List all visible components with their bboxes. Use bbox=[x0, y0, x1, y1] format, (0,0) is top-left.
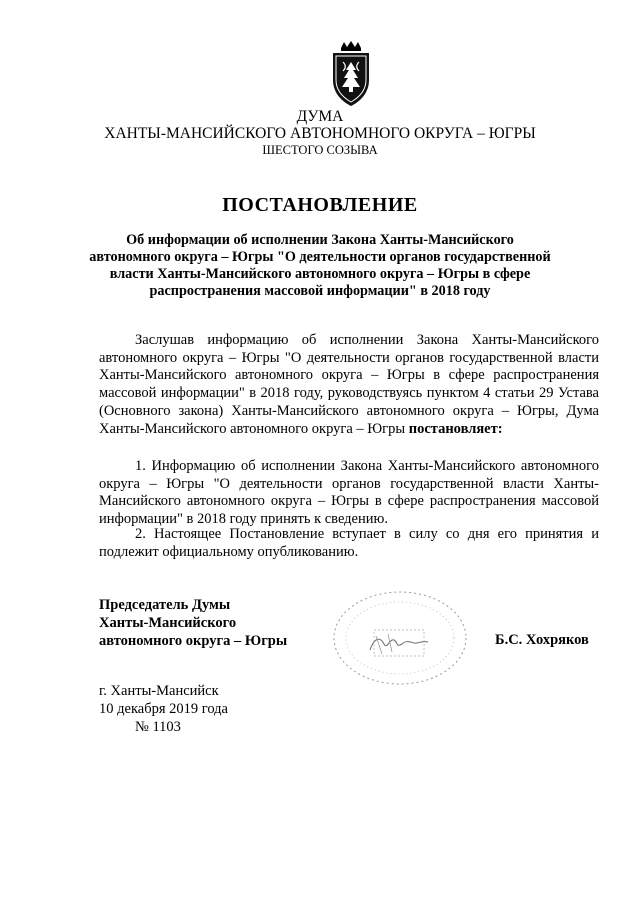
resolution-item bbox=[99, 526, 599, 561]
place-and-date bbox=[99, 682, 228, 736]
signatory-position-line: Ханты-Мансийского bbox=[99, 615, 237, 631]
resolution-item-text: 1. Информацию об исполнении Закона Ханты-Мансийского автономного округа – Югры "О деятельности органов государственной власти Ханты-Мансийского автономного округа – Югры в сфере распространения массовой информации" в 2018 году принять к сведению. bbox=[99, 458, 599, 528]
document-title-line: автономного округа – Югры "О деятельности органов государственной bbox=[89, 249, 551, 265]
signatory-position-line: автономного округа – Югры bbox=[99, 633, 288, 649]
signatory-name: Б.С. Хохряков bbox=[495, 632, 589, 648]
resolution-item bbox=[99, 458, 599, 529]
signatory-position bbox=[99, 596, 287, 650]
coat-of-arms-icon bbox=[329, 40, 373, 108]
signature-stamp bbox=[330, 588, 470, 688]
convocation-line: ШЕСТОГО СОЗЫВА bbox=[262, 143, 378, 157]
city: г. Ханты-Мансийск bbox=[99, 683, 219, 699]
preamble-paragraph bbox=[99, 332, 599, 438]
document-type: ПОСТАНОВЛЕНИЕ bbox=[222, 194, 418, 216]
document-title-line: распространения массовой информации" в 2018 году bbox=[149, 283, 491, 299]
preamble-text: Заслушав информацию об исполнении Закона Ханты-Мансийского автономного округа – Югры "О деятельности органов государственной власти Ханты-Мансийского автономного округа – Югры в сфере распространения массовой информации" в 2018 году, руководствуясь пунктом 4 статьи 29 Устава (Основного закона) Ханты-Мансийского автономного округа – Югры, Дума Ханты-Мансийского автономного округа – Югры bbox=[99, 332, 599, 437]
resolution-item-text: 2. Настоящее Постановление вступает в силу со дня его принятия и подлежит официальному опубликованию. bbox=[99, 526, 599, 560]
resolves-word: постановляет: bbox=[408, 420, 503, 437]
document-title-line: власти Ханты-Мансийского автономного округа – Югры в сфере bbox=[109, 266, 531, 282]
date: 10 декабря 2019 года bbox=[99, 701, 228, 717]
document-title-line: Об информации об исполнении Закона Ханты-Мансийского bbox=[126, 232, 514, 248]
org-name-line2: ХАНТЫ-МАНСИЙСКОГО АВТОНОМНОГО ОКРУГА – ЮГРЫ bbox=[104, 125, 536, 142]
org-name-line1: ДУМА bbox=[296, 108, 344, 125]
document-number: № 1103 bbox=[135, 719, 181, 735]
signatory-position-line: Председатель Думы bbox=[99, 597, 231, 613]
